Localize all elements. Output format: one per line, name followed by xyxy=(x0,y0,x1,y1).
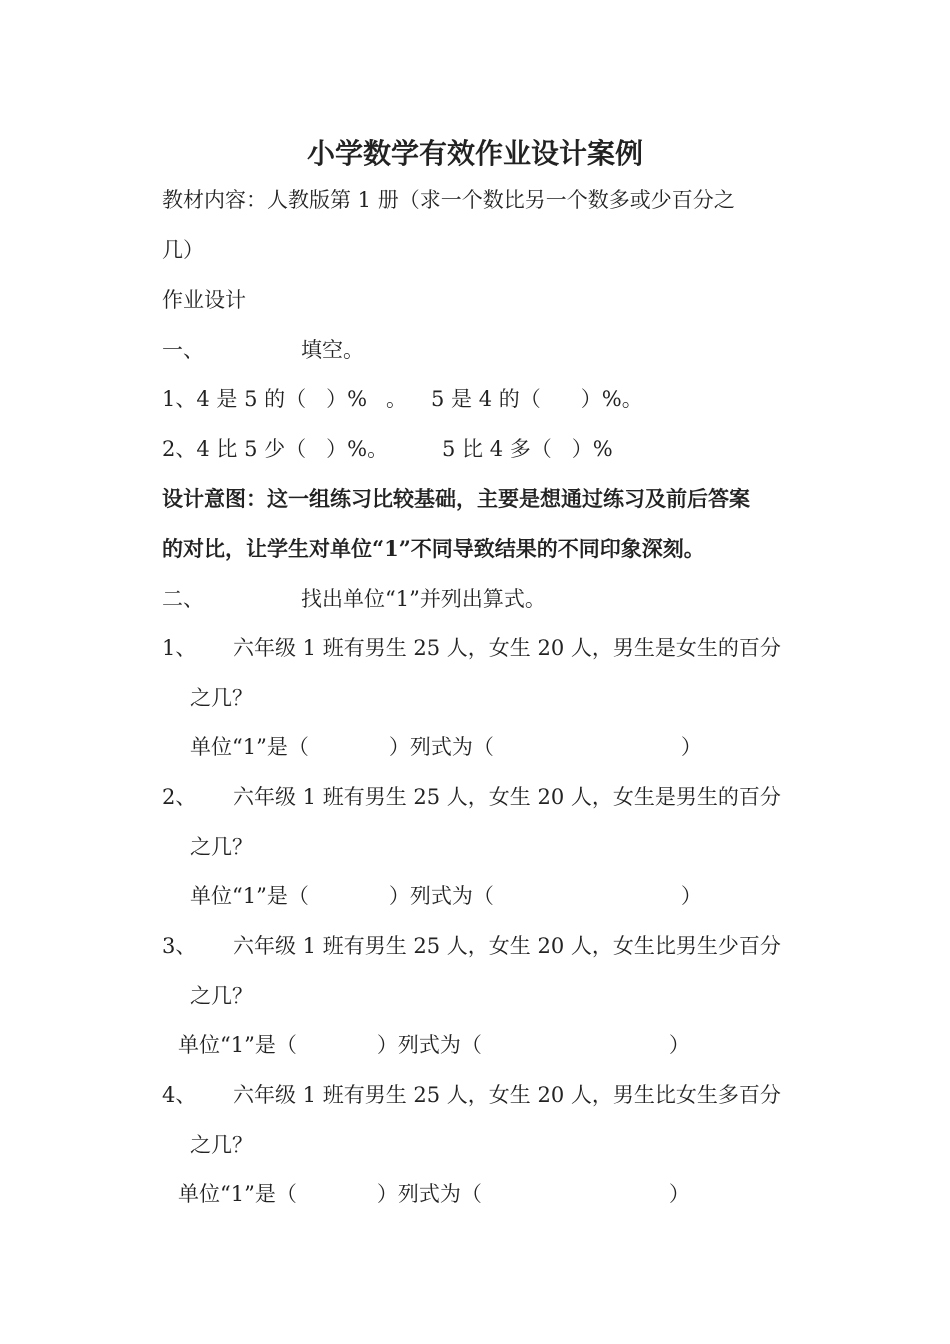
q2-part2: 5 比 4 多（ ）% xyxy=(442,437,613,461)
item1-number: 1、 xyxy=(162,636,197,660)
item3-unit-answer: 单位“1”是（ ）列式为（ ） xyxy=(178,1033,690,1057)
item4-question-line1: 六年级 1 班有男生 25 人，女生 20 人，男生比女生多百分 xyxy=(233,1083,781,1107)
q1-period: 。 xyxy=(386,387,407,411)
item3-question-line1: 六年级 1 班有男生 25 人，女生 20 人，女生比男生少百分 xyxy=(233,934,781,958)
item2-question-line1: 六年级 1 班有男生 25 人，女生 20 人，女生是男生的百分 xyxy=(233,785,781,809)
item4-question-line2: 之几？ xyxy=(190,1133,253,1157)
homework-design-heading: 作业设计 xyxy=(162,288,246,312)
q1-part1: 1、4 是 5 的（ ）% xyxy=(162,387,368,411)
item4-number: 4、 xyxy=(162,1083,197,1107)
q1-part2: 5 是 4 的（ ）%。 xyxy=(431,387,643,411)
section1-number: 一、 xyxy=(162,338,204,362)
item1-question-line1: 六年级 1 班有男生 25 人，女生 20 人，男生是女生的百分 xyxy=(233,636,781,660)
item2-number: 2、 xyxy=(162,785,197,809)
item3-question-line2: 之几？ xyxy=(190,984,253,1008)
item2-unit-answer: 单位“1”是（ ）列式为（ ） xyxy=(190,884,702,908)
item4-unit-answer: 单位“1”是（ ）列式为（ ） xyxy=(178,1182,690,1206)
page-title: 小学数学有效作业设计案例 xyxy=(306,137,643,170)
material-content-line1: 教材内容：人教版第 1 册（求一个数比另一个数多或少百分之 xyxy=(162,188,735,212)
item3-number: 3、 xyxy=(162,934,197,958)
item1-unit-answer: 单位“1”是（ ）列式为（ ） xyxy=(190,735,702,759)
item1-question-line2: 之几？ xyxy=(190,686,253,710)
item2-question-line2: 之几？ xyxy=(190,835,253,859)
material-content-line2: 几） xyxy=(162,238,204,262)
design-intent-line2: 的对比，让学生对单位“1”不同导致结果的不同印象深刻。 xyxy=(162,536,705,561)
section1-heading: 填空。 xyxy=(301,338,364,362)
section2-number: 二、 xyxy=(162,587,204,611)
section2-heading: 找出单位“1”并列出算式。 xyxy=(301,587,546,611)
design-intent-line1: 设计意图：这一组练习比较基础，主要是想通过练习及前后答案 xyxy=(162,486,750,511)
q2-part1: 2、4 比 5 少（ ）%。 xyxy=(162,437,389,461)
